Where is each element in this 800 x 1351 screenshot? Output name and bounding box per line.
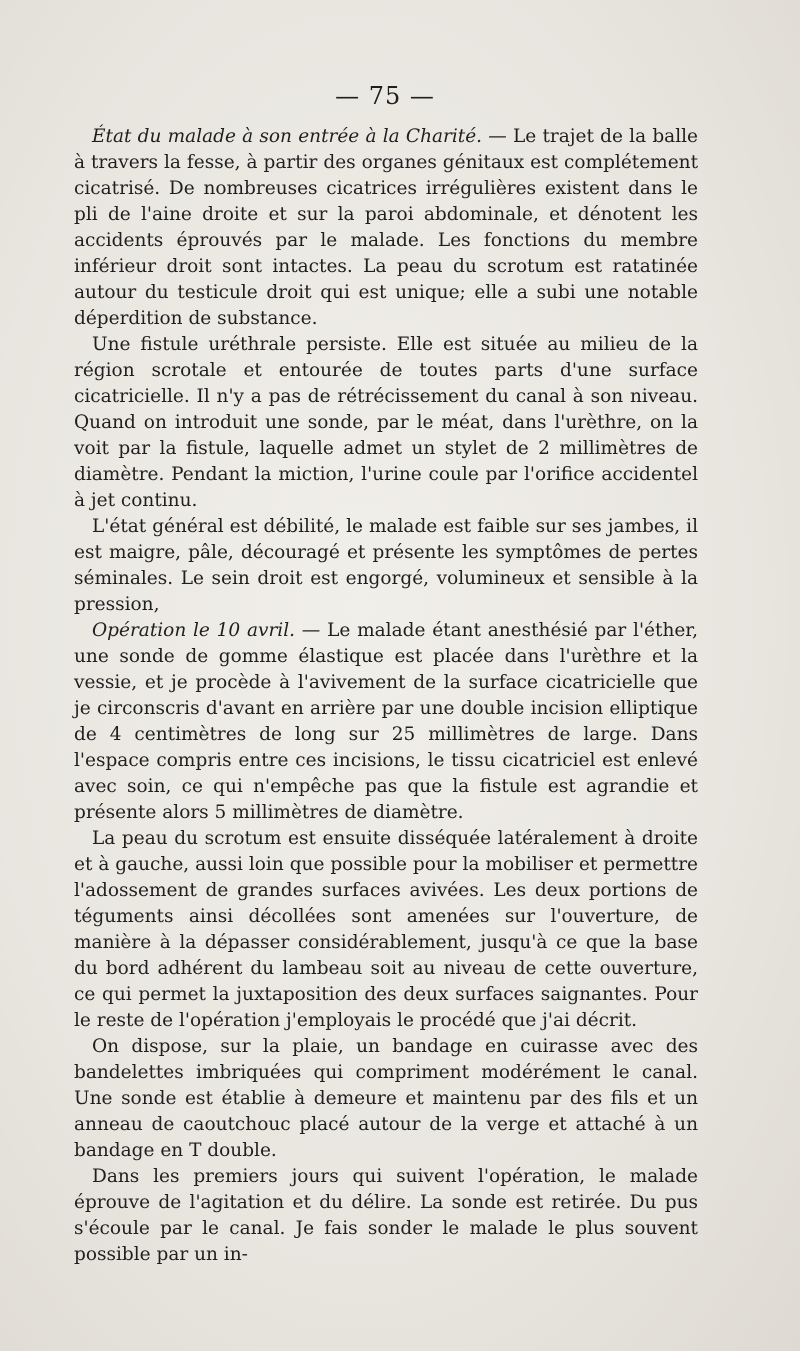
paragraph-text: On dispose, sur la plaie, un bandage en cuirasse avec des bandelettes imbriquées qui compriment modérément le canal. Une sonde est établie à demeure et maintenu par des fils et un anneau de caoutchouc placé autour de la verge et attaché à un bandage en T double. [74,1036,698,1161]
page-number: — 75 — [335,82,435,110]
paragraph-scrotum [74,826,698,1034]
paragraph-text: Dans les premiers jours qui suivent l'opération, le malade éprouve de l'agitation et du délire. La sonde est retirée. Du pus s'écoule par le canal. Je fais sonder le malade le plus souvent possible par un in- [74,1166,698,1265]
paragraph-operation [74,618,698,826]
paragraph-fistule [74,332,698,514]
paragraph-text: — Le malade étant anesthésié par l'éther, une sonde de gomme élastique est placée dans l'urèthre et la vessie, et je procède à l'avivement de la surface cicatricielle que je circonscris d'avant en arrière par une double incision elliptique de 4 centimètres de long sur 25 millimètres de large. Dans l'espace compris entre ces incisions, le tissu cicatriciel est enlevé avec soin, ce qui n'empêche pas que la fistule est agrandie et présente alors 5 millimètres de diamètre. [74,620,698,823]
paragraph-text: L'état général est débilité, le malade est faible sur ses jambes, il est maigre, pâle, découragé et présente les symptômes de pertes séminales. Le sein droit est engorgé, volumineux et sensible à la pression, [74,516,698,615]
body-text [74,124,698,1268]
section-lead-italic: État du malade à son entrée à la Charité. [92,126,483,147]
paragraph-text: Une fistule uréthrale persiste. Elle est située au milieu de la région scrotale et entourée de toutes parts d'une surface cicatricielle. Il n'y a pas de rétrécissement du canal à son niveau. Quand on introduit une sonde, par le méat, dans l'urèthre, on la voit par la fistule, laquelle admet un stylet de 2 millimètres de diamètre. Pendant la miction, l'urine coule par l'orifice accidentel à jet continu. [74,334,698,511]
paragraph-etat-general [74,514,698,618]
paragraph-bandage [74,1034,698,1164]
section-lead-italic: Opération le 10 avril. [92,620,296,641]
paragraph-text: — Le trajet de la balle à travers la fesse, à partir des organes génitaux est complétement cicatrisé. De nombreuses cicatrices irrégulières existent dans le pli de l'aine droite et sur la paroi abdominale, et dénotent les accidents éprouvés par le malade. Les fonctions du membre inférieur droit sont intactes. La peau du scrotum est ratatinée autour du testicule droit qui est unique; elle a subi une notable déperdition de substance. [74,126,698,329]
paragraph-premiers-jours [74,1164,698,1268]
paragraph-etat-du-malade [74,124,698,332]
paragraph-text: La peau du scrotum est ensuite disséquée latéralement à droite et à gauche, aussi loin que possible pour la mobiliser et permettre l'adossement de grandes surfaces avivées. Les deux portions de téguments ainsi décollées sont amenées sur l'ouverture, de manière à la dépasser considérablement, jusqu'à ce que la base du bord adhérent du lambeau soit au niveau de cette ouverture, ce qui permet la juxtaposition des deux surfaces saignantes. Pour le reste de l'opération j'employais le procédé que j'ai décrit. [74,828,698,1031]
